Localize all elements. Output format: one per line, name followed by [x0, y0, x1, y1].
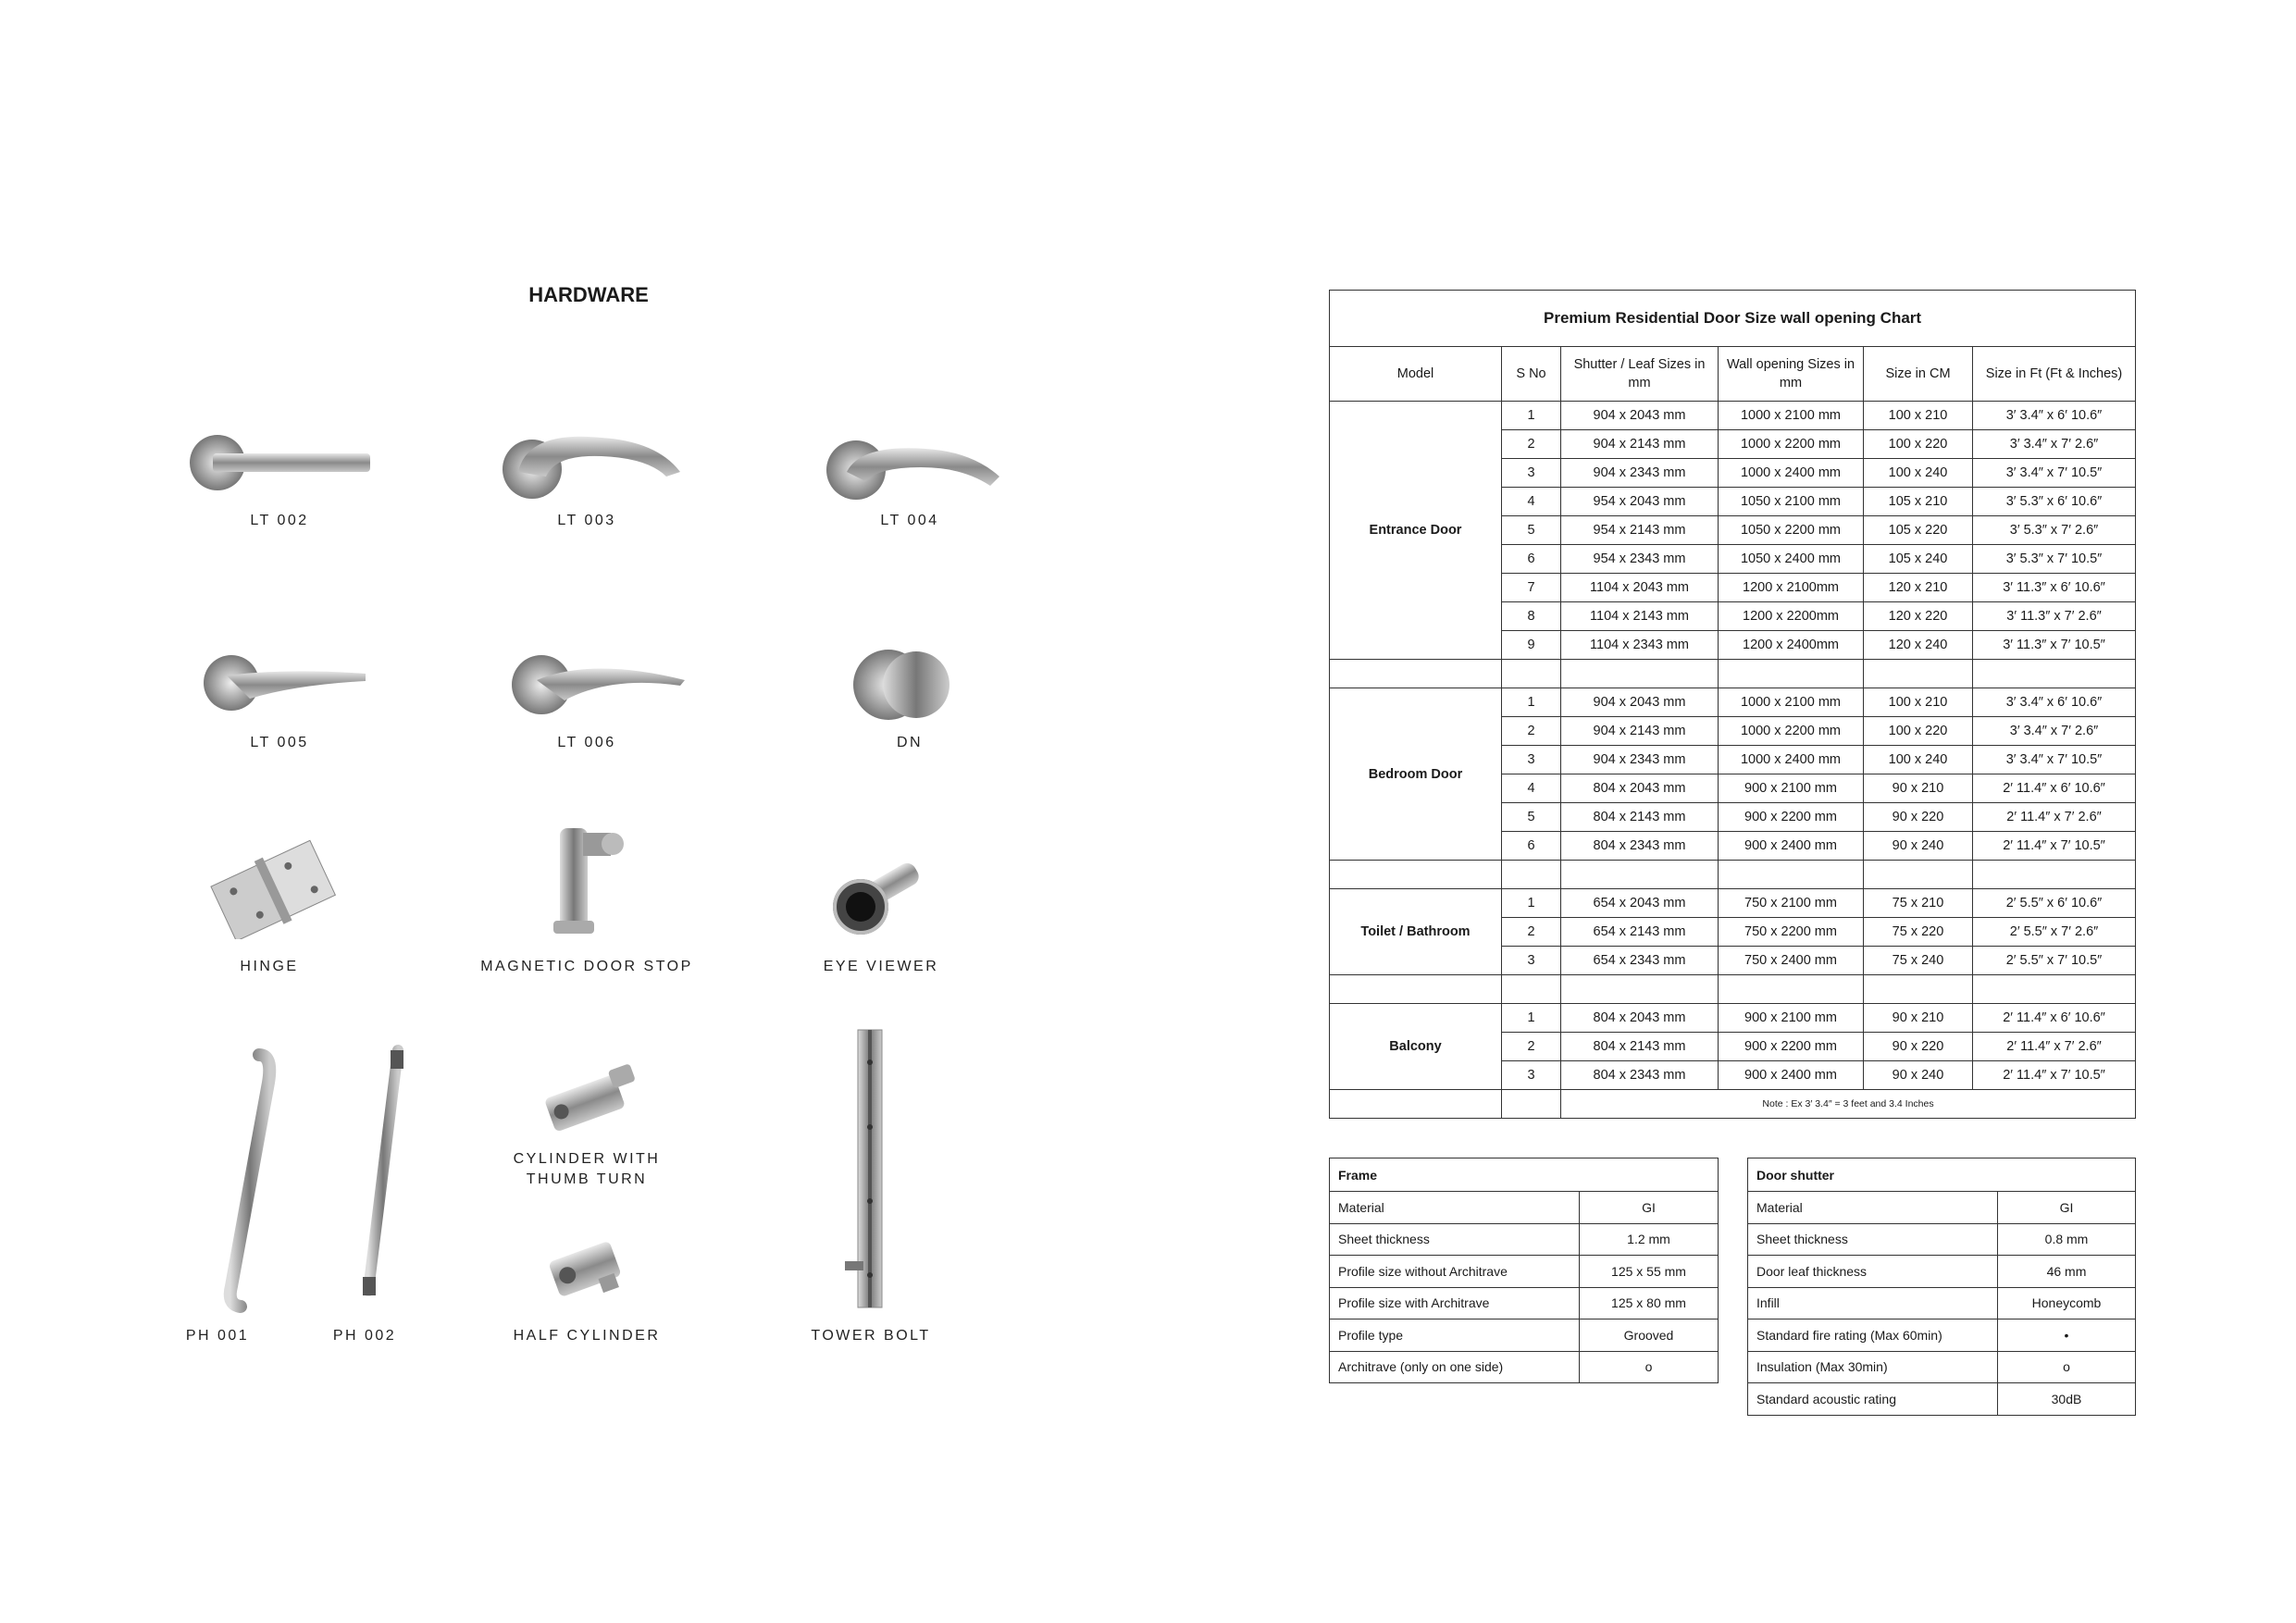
spec-row [1748, 1192, 2136, 1224]
wall-opening-cell: 750 x 2200 mm [1719, 918, 1864, 947]
size-cm-cell: 100 x 240 [1864, 746, 1973, 774]
spec-value: GI [1998, 1192, 2136, 1224]
leaf-size-cell: 954 x 2043 mm [1561, 488, 1719, 516]
spec-value: 125 x 55 mm [1580, 1256, 1719, 1288]
wall-opening-cell: 1050 x 2100 mm [1719, 488, 1864, 516]
door-size-chart-table [1329, 290, 2136, 1119]
size-ft-cell: 3′ 5.3″ x 7′ 10.5″ [1973, 545, 2136, 574]
empty-cell [1864, 975, 1973, 1004]
door-shutter-spec-table [1747, 1158, 2136, 1416]
spec-label: Profile size with Architrave [1330, 1287, 1580, 1319]
empty-cell [1330, 861, 1502, 889]
spec-row [1748, 1383, 2136, 1416]
size-ft-cell: 2′ 5.5″ x 7′ 2.6″ [1973, 918, 2136, 947]
spec-row [1330, 1319, 1719, 1352]
size-cm-cell: 100 x 220 [1864, 430, 1973, 459]
empty-cell [1719, 861, 1864, 889]
s-no-cell: 2 [1502, 918, 1561, 947]
empty-cell [1719, 660, 1864, 688]
label-lt005: LT 005 [250, 735, 309, 750]
wall-opening-cell: 900 x 2200 mm [1719, 803, 1864, 832]
size-ft-cell: 3′ 3.4″ x 7′ 2.6″ [1973, 430, 2136, 459]
wall-opening-cell: 900 x 2100 mm [1719, 774, 1864, 803]
spec-value: 30dB [1998, 1383, 2136, 1416]
wall-opening-cell: 1000 x 2200 mm [1719, 430, 1864, 459]
half-cylinder-image [537, 1212, 639, 1314]
wall-opening-cell: 1000 x 2400 mm [1719, 746, 1864, 774]
spec-value: o [1580, 1351, 1719, 1383]
chart-note: Note : Ex 3′ 3.4″ = 3 feet and 3.4 Inches [1561, 1090, 2136, 1119]
s-no-cell: 6 [1502, 832, 1561, 861]
s-no-cell: 5 [1502, 516, 1561, 545]
spec-label: Infill [1748, 1287, 1998, 1319]
size-ft-cell: 3′ 3.4″ x 6′ 10.6″ [1973, 688, 2136, 717]
label-eye-viewer: EYE VIEWER [823, 959, 939, 974]
wall-opening-cell: 1000 x 2100 mm [1719, 688, 1864, 717]
size-ft-cell: 2′ 5.5″ x 6′ 10.6″ [1973, 889, 2136, 918]
door-shutter-title: Door shutter [1748, 1158, 2136, 1192]
spacer-row [1330, 660, 2136, 688]
empty-cell [1502, 660, 1561, 688]
wall-opening-cell: 900 x 2400 mm [1719, 1061, 1864, 1090]
lever-handle-lt002-image [185, 427, 379, 502]
s-no-cell: 1 [1502, 402, 1561, 430]
empty-cell [1864, 861, 1973, 889]
wall-opening-cell: 900 x 2400 mm [1719, 832, 1864, 861]
cylinder-thumb-turn-image [532, 1046, 652, 1147]
spec-label: Standard fire rating (Max 60min) [1748, 1319, 1998, 1352]
wall-opening-cell: 900 x 2200 mm [1719, 1033, 1864, 1061]
label-ph002: PH 002 [332, 1328, 397, 1344]
leaf-size-cell: 904 x 2343 mm [1561, 459, 1719, 488]
spec-label: Sheet thickness [1748, 1223, 1998, 1256]
s-no-cell: 3 [1502, 746, 1561, 774]
model-cell: Bedroom Door [1330, 688, 1502, 861]
empty-cell [1561, 975, 1719, 1004]
size-cm-cell: 90 x 210 [1864, 774, 1973, 803]
lever-handle-lt005-image [194, 648, 379, 722]
label-tower-bolt: TOWER BOLT [811, 1328, 931, 1344]
leaf-size-cell: 1104 x 2043 mm [1561, 574, 1719, 602]
size-cm-cell: 100 x 240 [1864, 459, 1973, 488]
lever-handle-lt003-image [490, 421, 694, 504]
label-cylinder-thumb-turn: CYLINDER WITH THUMB TURN [513, 1151, 661, 1187]
lever-handle-lt006-image [500, 643, 694, 726]
empty-cell [1973, 861, 2136, 889]
leaf-size-cell: 904 x 2343 mm [1561, 746, 1719, 774]
size-ft-cell: 3′ 3.4″ x 6′ 10.6″ [1973, 402, 2136, 430]
empty-cell [1330, 975, 1502, 1004]
size-cm-cell: 90 x 240 [1864, 1061, 1973, 1090]
leaf-size-cell: 804 x 2143 mm [1561, 803, 1719, 832]
chart-title: Premium Residential Door Size wall opening Chart [1330, 291, 2136, 347]
lever-handle-lt004-image [814, 426, 1018, 509]
wall-opening-cell: 900 x 2100 mm [1719, 1004, 1864, 1033]
model-cell: Entrance Door [1330, 402, 1502, 660]
spec-value: GI [1580, 1192, 1719, 1224]
leaf-size-cell: 804 x 2343 mm [1561, 1061, 1719, 1090]
leaf-size-cell: 654 x 2043 mm [1561, 889, 1719, 918]
spec-row [1330, 1192, 1719, 1224]
size-cm-cell: 105 x 240 [1864, 545, 1973, 574]
size-cm-cell: 90 x 240 [1864, 832, 1973, 861]
spec-row [1748, 1256, 2136, 1288]
size-cm-cell: 75 x 240 [1864, 947, 1973, 975]
label-dn: DN [896, 735, 924, 750]
table-row [1330, 889, 2136, 918]
size-cm-cell: 120 x 210 [1864, 574, 1973, 602]
magnetic-door-stop-image [546, 819, 629, 944]
table-row [1330, 688, 2136, 717]
empty-cell [1502, 861, 1561, 889]
empty-cell [1973, 975, 2136, 1004]
s-no-cell: 7 [1502, 574, 1561, 602]
size-ft-cell: 2′ 11.4″ x 7′ 10.5″ [1973, 1061, 2136, 1090]
wall-opening-cell: 750 x 2100 mm [1719, 889, 1864, 918]
empty-cell [1864, 660, 1973, 688]
spec-label: Door leaf thickness [1748, 1256, 1998, 1288]
spec-value: 1.2 mm [1580, 1223, 1719, 1256]
s-no-cell: 2 [1502, 717, 1561, 746]
leaf-size-cell: 804 x 2043 mm [1561, 774, 1719, 803]
leaf-size-cell: 904 x 2143 mm [1561, 430, 1719, 459]
spec-value: Honeycomb [1998, 1287, 2136, 1319]
spec-label: Material [1748, 1192, 1998, 1224]
s-no-cell: 3 [1502, 459, 1561, 488]
wall-opening-cell: 750 x 2400 mm [1719, 947, 1864, 975]
size-cm-cell: 120 x 220 [1864, 602, 1973, 631]
size-ft-cell: 2′ 11.4″ x 7′ 2.6″ [1973, 1033, 2136, 1061]
s-no-cell: 3 [1502, 947, 1561, 975]
column-header: S No [1502, 347, 1561, 402]
tower-bolt-image [838, 1025, 902, 1312]
size-cm-cell: 75 x 220 [1864, 918, 1973, 947]
size-cm-cell: 105 x 220 [1864, 516, 1973, 545]
size-ft-cell: 3′ 11.3″ x 6′ 10.6″ [1973, 574, 2136, 602]
size-cm-cell: 100 x 210 [1864, 402, 1973, 430]
leaf-size-cell: 654 x 2143 mm [1561, 918, 1719, 947]
spec-label: Sheet thickness [1330, 1223, 1580, 1256]
size-cm-cell: 75 x 210 [1864, 889, 1973, 918]
leaf-size-cell: 954 x 2343 mm [1561, 545, 1719, 574]
wall-opening-cell: 1050 x 2200 mm [1719, 516, 1864, 545]
empty-cell [1973, 660, 2136, 688]
wall-opening-cell: 1200 x 2200mm [1719, 602, 1864, 631]
label-lt002: LT 002 [250, 513, 309, 528]
s-no-cell: 1 [1502, 1004, 1561, 1033]
s-no-cell: 9 [1502, 631, 1561, 660]
pull-handle-ph002-image [342, 1041, 416, 1309]
size-cm-cell: 90 x 220 [1864, 803, 1973, 832]
s-no-cell: 6 [1502, 545, 1561, 574]
wall-opening-cell: 1200 x 2400mm [1719, 631, 1864, 660]
label-lt003: LT 003 [557, 513, 616, 528]
leaf-size-cell: 804 x 2143 mm [1561, 1033, 1719, 1061]
leaf-size-cell: 804 x 2043 mm [1561, 1004, 1719, 1033]
s-no-cell: 3 [1502, 1061, 1561, 1090]
spec-value: 0.8 mm [1998, 1223, 2136, 1256]
size-ft-cell: 2′ 5.5″ x 7′ 10.5″ [1973, 947, 2136, 975]
spec-value: 125 x 80 mm [1580, 1287, 1719, 1319]
leaf-size-cell: 904 x 2143 mm [1561, 717, 1719, 746]
s-no-cell: 1 [1502, 688, 1561, 717]
spec-row [1748, 1287, 2136, 1319]
spec-row [1330, 1287, 1719, 1319]
chart-header-row [1330, 347, 2136, 402]
spec-value: Grooved [1580, 1319, 1719, 1352]
spec-label: Insulation (Max 30min) [1748, 1351, 1998, 1383]
size-ft-cell: 2′ 11.4″ x 7′ 2.6″ [1973, 803, 2136, 832]
column-header: Size in CM [1864, 347, 1973, 402]
leaf-size-cell: 954 x 2143 mm [1561, 516, 1719, 545]
wall-opening-cell: 1000 x 2200 mm [1719, 717, 1864, 746]
table-row [1330, 1004, 2136, 1033]
size-cm-cell: 100 x 210 [1864, 688, 1973, 717]
s-no-cell: 1 [1502, 889, 1561, 918]
empty-cell [1561, 660, 1719, 688]
hinge-image [204, 837, 342, 939]
size-cm-cell: 90 x 210 [1864, 1004, 1973, 1033]
spec-row [1748, 1351, 2136, 1383]
size-ft-cell: 3′ 3.4″ x 7′ 10.5″ [1973, 746, 2136, 774]
pull-handle-ph001-image [190, 1046, 282, 1314]
hardware-title: HARDWARE [528, 283, 649, 306]
leaf-size-cell: 804 x 2343 mm [1561, 832, 1719, 861]
empty-cell [1502, 975, 1561, 1004]
spacer-row [1330, 861, 2136, 889]
eye-viewer-image [828, 851, 939, 944]
spec-label: Profile size without Architrave [1330, 1256, 1580, 1288]
model-cell: Toilet / Bathroom [1330, 889, 1502, 975]
column-header: Shutter / Leaf Sizes in mm [1561, 347, 1719, 402]
column-header: Size in Ft (Ft & Inches) [1973, 347, 2136, 402]
spec-row [1330, 1256, 1719, 1288]
s-no-cell: 8 [1502, 602, 1561, 631]
leaf-size-cell: 654 x 2343 mm [1561, 947, 1719, 975]
size-ft-cell: 3′ 5.3″ x 7′ 2.6″ [1973, 516, 2136, 545]
size-cm-cell: 105 x 210 [1864, 488, 1973, 516]
spec-row [1330, 1351, 1719, 1383]
spec-value: o [1998, 1351, 2136, 1383]
empty-cell [1330, 660, 1502, 688]
table-row [1330, 402, 2136, 430]
size-ft-cell: 3′ 11.3″ x 7′ 10.5″ [1973, 631, 2136, 660]
spec-label: Standard acoustic rating [1748, 1383, 1998, 1416]
label-lt006: LT 006 [557, 735, 616, 750]
size-cm-cell: 100 x 220 [1864, 717, 1973, 746]
s-no-cell: 2 [1502, 1033, 1561, 1061]
size-ft-cell: 3′ 11.3″ x 7′ 2.6″ [1973, 602, 2136, 631]
label-hinge: HINGE [240, 959, 299, 974]
frame-spec-table [1329, 1158, 1719, 1383]
size-ft-cell: 3′ 3.4″ x 7′ 2.6″ [1973, 717, 2136, 746]
label-lt004: LT 004 [880, 513, 939, 528]
s-no-cell: 5 [1502, 803, 1561, 832]
size-ft-cell: 2′ 11.4″ x 6′ 10.6″ [1973, 774, 2136, 803]
leaf-size-cell: 904 x 2043 mm [1561, 688, 1719, 717]
spacer-row [1330, 975, 2136, 1004]
size-cm-cell: 120 x 240 [1864, 631, 1973, 660]
column-header: Wall opening Sizes in mm [1719, 347, 1864, 402]
spec-row [1748, 1319, 2136, 1352]
size-ft-cell: 2′ 11.4″ x 6′ 10.6″ [1973, 1004, 2136, 1033]
spec-value: 46 mm [1998, 1256, 2136, 1288]
label-ph001: PH 001 [185, 1328, 250, 1344]
empty-cell [1502, 1090, 1561, 1119]
spec-label: Profile type [1330, 1319, 1580, 1352]
empty-cell [1330, 1090, 1502, 1119]
label-half-cylinder: HALF CYLINDER [513, 1328, 661, 1344]
frame-title: Frame [1330, 1158, 1719, 1192]
leaf-size-cell: 1104 x 2143 mm [1561, 602, 1719, 631]
spec-value: • [1998, 1319, 2136, 1352]
spec-label: Architrave (only on one side) [1330, 1351, 1580, 1383]
size-ft-cell: 2′ 11.4″ x 7′ 10.5″ [1973, 832, 2136, 861]
wall-opening-cell: 1200 x 2100mm [1719, 574, 1864, 602]
spec-label: Material [1330, 1192, 1580, 1224]
wall-opening-cell: 1000 x 2400 mm [1719, 459, 1864, 488]
label-magnetic-door-stop: MAGNETIC DOOR STOP [480, 959, 693, 974]
column-header: Model [1330, 347, 1502, 402]
spec-row [1748, 1223, 2136, 1256]
size-ft-cell: 3′ 5.3″ x 6′ 10.6″ [1973, 488, 2136, 516]
wall-opening-cell: 1050 x 2400 mm [1719, 545, 1864, 574]
s-no-cell: 4 [1502, 488, 1561, 516]
s-no-cell: 4 [1502, 774, 1561, 803]
wall-opening-cell: 1000 x 2100 mm [1719, 402, 1864, 430]
s-no-cell: 2 [1502, 430, 1561, 459]
door-knob-dn-image [847, 638, 967, 731]
leaf-size-cell: 1104 x 2343 mm [1561, 631, 1719, 660]
empty-cell [1561, 861, 1719, 889]
note-row [1330, 1090, 2136, 1119]
size-cm-cell: 90 x 220 [1864, 1033, 1973, 1061]
size-ft-cell: 3′ 3.4″ x 7′ 10.5″ [1973, 459, 2136, 488]
empty-cell [1719, 975, 1864, 1004]
model-cell: Balcony [1330, 1004, 1502, 1090]
leaf-size-cell: 904 x 2043 mm [1561, 402, 1719, 430]
spec-row [1330, 1223, 1719, 1256]
